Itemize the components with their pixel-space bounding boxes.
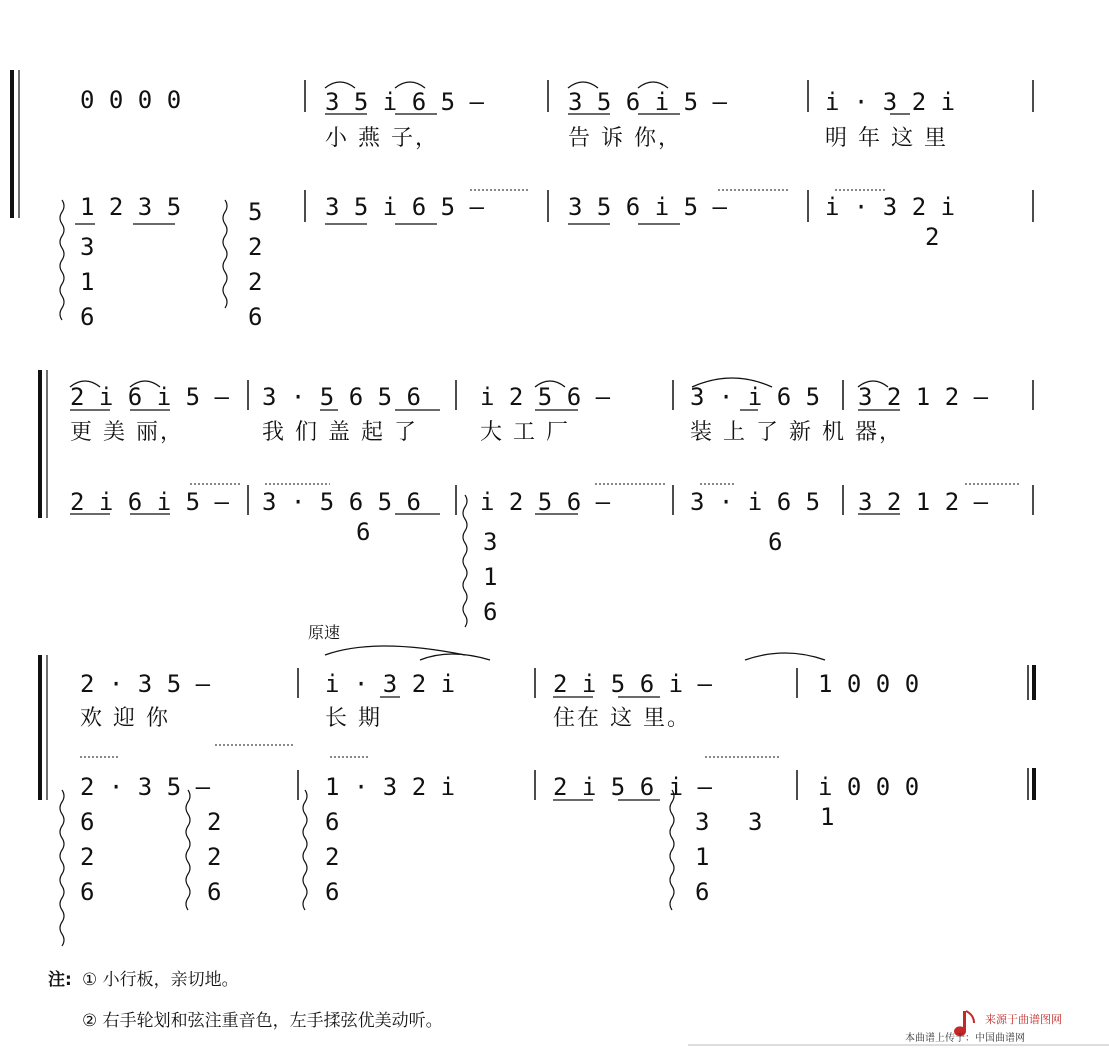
watermark-source: 来源于曲谱图网: [985, 1013, 1062, 1026]
notes-label: 注:: [48, 970, 72, 990]
s3-accomp-m2: 1 · 3 2 i: [325, 773, 456, 801]
s1-melody-m1: 0 0 0 0: [80, 86, 182, 114]
s3-chord-note: 1: [695, 843, 710, 871]
s2-lyric-1: 更 美 丽，: [70, 420, 184, 445]
s3-melody-m1: 2 · 3 5 –: [80, 670, 211, 698]
s3-chord-note: 6: [207, 878, 222, 906]
s3-chord-note: 1: [820, 803, 835, 831]
s3-melody-m3: 2 i 5 6 i –: [553, 670, 712, 698]
notes-line-2: ② 右手轮划和弦注重音色，左手揉弦优美动听。: [82, 1011, 443, 1031]
s1-chord-note: 1: [80, 268, 95, 296]
s2-melody-m2: 3 · 5 6 5 6: [262, 383, 421, 411]
s2-chord-note: 3: [483, 528, 498, 556]
watermark-upload: 本曲谱上传于：中国曲谱网: [905, 1033, 1025, 1044]
s3-chord-note: 2: [80, 843, 95, 871]
s1-accomp-m2: 3 5 i 6 5 –: [325, 193, 484, 221]
s3-lyric-3: 住在 这 里。: [553, 706, 691, 731]
s3-chord-note: 6: [325, 878, 340, 906]
s3-accomp-m4: i 0 0 0: [818, 773, 920, 801]
s1-melody-m2: 3 5 i 6 5 –: [325, 88, 484, 116]
s3-chord-note: 3: [748, 808, 763, 836]
s1-melody-m3: 3 5 6 i 5 –: [568, 88, 727, 116]
s2-accomp-m4: 3 · i 6 5: [690, 488, 821, 516]
s1-lyric-1: 小 燕 子，: [325, 126, 439, 151]
s3-accomp-m3: 2 i 5 6 i –: [553, 773, 712, 801]
s2-accomp-m1: 2 i 6 i 5 –: [70, 488, 229, 516]
s2-melody-m4: 3 · i 6 5: [690, 383, 821, 411]
s3-chord-note: 6: [325, 808, 340, 836]
s3-melody-m2: i · 3 2 i: [325, 670, 456, 698]
s1-accomp-m4: i · 3 2 i: [825, 193, 956, 221]
s2-lyric-3: 大 工 厂: [480, 420, 570, 445]
s2-lyric-4: 装 上 了 新 机 器，: [690, 420, 903, 445]
s2-melody-m1: 2 i 6 i 5 –: [70, 383, 229, 411]
notes-line-1: ① 小行板，亲切地。: [82, 970, 239, 990]
s3-accomp-m1: 2 · 3 5 –: [80, 773, 211, 801]
s1-chord-note: 2: [248, 233, 263, 261]
s1-chord-note: 2: [248, 268, 263, 296]
s2-chord-note: 6: [768, 528, 783, 556]
s1-melody-m4: i · 3 2 i: [825, 88, 956, 116]
s1-accomp-m3: 3 5 6 i 5 –: [568, 193, 727, 221]
s3-chord-note: 2: [207, 843, 222, 871]
s3-chord-note: 3: [695, 808, 710, 836]
s2-chord-note: 6: [356, 518, 371, 546]
s2-melody-m5: 3 2 1 2 –: [858, 383, 989, 411]
s3-chord-note: 6: [80, 878, 95, 906]
s2-chord-note: 6: [483, 598, 498, 626]
s1-lyric-3: 明 年 这 里: [825, 126, 948, 151]
s2-accomp-m2: 3 · 5 6 5 6: [262, 488, 421, 516]
s2-accomp-m5: 3 2 1 2 –: [858, 488, 989, 516]
s1-chord-note: 6: [80, 303, 95, 331]
s3-chord-note: 6: [80, 808, 95, 836]
s1-lyric-2: 告 诉 你，: [568, 126, 682, 151]
s3-lyric-1: 欢 迎 你: [80, 706, 170, 731]
s1-chord-note: 5: [248, 198, 263, 226]
s2-accomp-m3: i 2 5 6 –: [480, 488, 611, 516]
s3-chord-note: 6: [695, 878, 710, 906]
s1-accomp-m1: 1 2 3 5: [80, 193, 182, 221]
s3-lyric-2: 长 期: [325, 706, 382, 731]
s2-chord-note: 1: [483, 563, 498, 591]
s3-melody-m4: 1 0 0 0: [818, 670, 920, 698]
tempo-mark: 原速: [308, 623, 341, 642]
s1-chord-note: 6: [248, 303, 263, 331]
s2-melody-m3: i 2 5 6 –: [480, 383, 611, 411]
s1-chord-note: 2: [925, 223, 940, 251]
s3-chord-note: 2: [207, 808, 222, 836]
s1-chord-note: 3: [80, 233, 95, 261]
s2-lyric-2: 我 们 盖 起 了: [262, 420, 418, 445]
s3-chord-note: 2: [325, 843, 340, 871]
